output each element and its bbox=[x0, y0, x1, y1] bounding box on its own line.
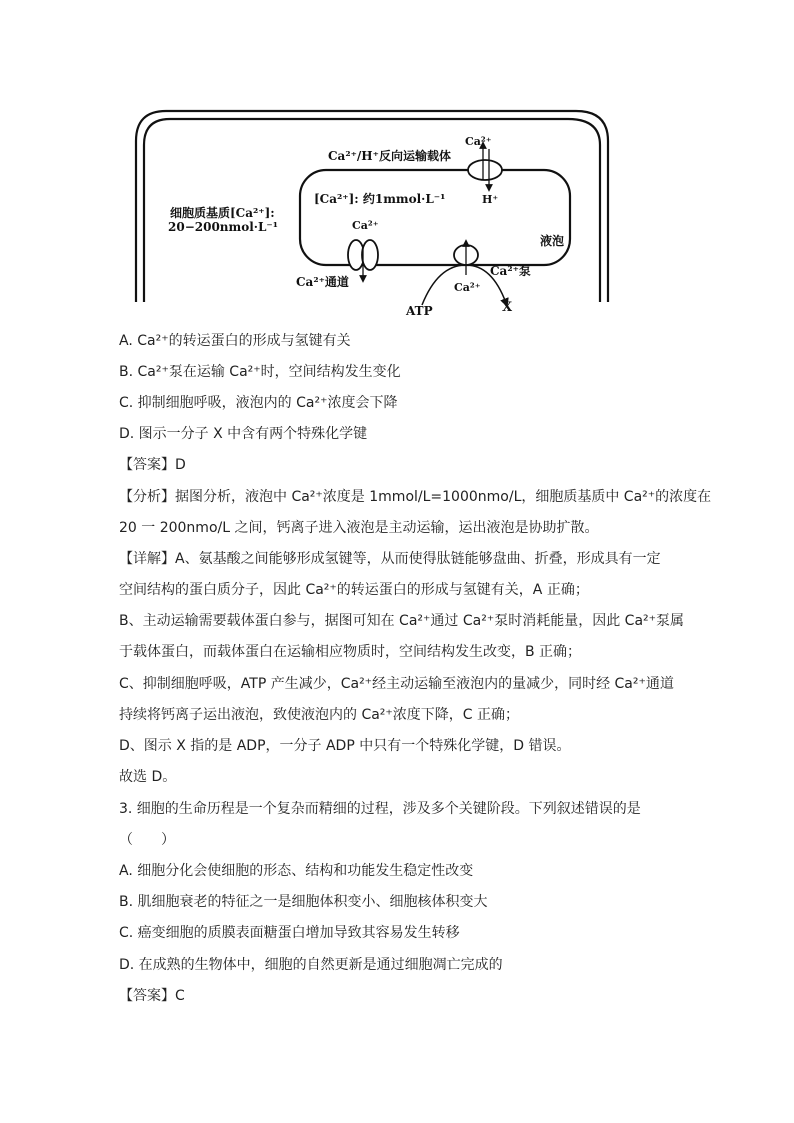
calcium-channel-symbol bbox=[348, 240, 378, 279]
q3-option-a: A. 细胞分化会使细胞的形态、结构和功能发生稳定性改变 bbox=[119, 863, 474, 879]
pump-label: Ca²⁺泵 bbox=[490, 264, 531, 278]
vacuole-outline bbox=[300, 170, 570, 265]
q2-detail-line-7: D、图示 X 指的是 ADP，一分子 ADP 中只有一个特殊化学键，D 错误。 bbox=[119, 738, 571, 754]
q3-stem: 3. 细胞的生命历程是一个复杂而精细的过程，涉及多个关键阶段。下列叙述错误的是 bbox=[119, 801, 641, 817]
vacuole-label: 液泡 bbox=[540, 234, 565, 248]
q3-option-d: D. 在成熟的生物体中，细胞的自然更新是通过细胞凋亡完成的 bbox=[119, 957, 503, 973]
vacuole-concentration: [Ca²⁺]: 约1mmol·L⁻¹ bbox=[314, 192, 446, 206]
q2-answer: 【答案】D bbox=[119, 457, 186, 473]
q2-detail-line-3: B、主动运输需要载体蛋白参与，据图可知在 Ca²⁺通过 Ca²⁺泵时消耗能量，因此 Ca²⁺泵属 bbox=[119, 613, 685, 629]
q3-option-b: B. 肌细胞衰老的特征之一是细胞体积变小、细胞核体积变大 bbox=[119, 894, 488, 910]
q3-option-c: C. 癌变细胞的质膜表面糖蛋白增加导致其容易发生转移 bbox=[119, 925, 460, 941]
atp-label: ATP bbox=[406, 304, 433, 318]
q2-option-d: D. 图示一分子 X 中含有两个特殊化学键 bbox=[119, 426, 368, 442]
q2-detail-line-6: 持续将钙离子运出液泡，致使液泡内的 Ca²⁺浓度下降，C 正确； bbox=[119, 707, 520, 723]
calcium-transport-diagram bbox=[130, 105, 620, 320]
h-plus-label: H⁺ bbox=[482, 193, 499, 206]
pump-ion-label: Ca²⁺ bbox=[454, 281, 481, 294]
q3-stem-bracket: （ ） bbox=[119, 832, 175, 848]
q2-option-a: A. Ca²⁺的转运蛋白的形成与氢键有关 bbox=[119, 333, 351, 349]
q2-detail-line-4: 于载体蛋白，而载体蛋白在运输相应物质时，空间结构发生改变，B 正确； bbox=[119, 644, 582, 660]
q2-conclusion: 故选 D。 bbox=[119, 769, 177, 785]
q2-detail-line-1: 【详解】A、氨基酸之间能够形成氢键等，从而使得肽链能够盘曲、折叠，形成具有一定 bbox=[119, 551, 661, 567]
antiporter-symbol bbox=[468, 145, 502, 188]
carrier-label: Ca²⁺/H⁺反向运输载体 bbox=[328, 149, 451, 163]
x-label: X bbox=[502, 300, 513, 315]
channel-ion-label: Ca²⁺ bbox=[352, 219, 379, 232]
channel-label: Ca²⁺通道 bbox=[296, 275, 349, 289]
q2-analysis-line-2: 20 一 200nmo/L 之间，钙离子进入液泡是主动运输，运出液泡是协助扩散。 bbox=[119, 520, 599, 536]
ca-top-label: Ca²⁺ bbox=[465, 135, 492, 148]
cytoplasm-concentration: 20−200nmol·L⁻¹ bbox=[168, 220, 278, 234]
cytoplasm-label: 细胞质基质[Ca²⁺]: bbox=[170, 206, 275, 220]
q2-option-b: B. Ca²⁺泵在运输 Ca²⁺时，空间结构发生变化 bbox=[119, 364, 401, 380]
q2-analysis-line-1: 【分析】据图分析，液泡中 Ca²⁺浓度是 1mmol/L=1000nmo/L，细胞质基质中 Ca²⁺的浓度在 bbox=[119, 489, 712, 505]
q2-option-c: C. 抑制细胞呼吸，液泡内的 Ca²⁺浓度会下降 bbox=[119, 395, 398, 411]
q2-detail-line-2: 空间结构的蛋白质分子，因此 Ca²⁺的转运蛋白的形成与氢键有关，A 正确； bbox=[119, 582, 589, 598]
q2-detail-line-5: C、抑制细胞呼吸，ATP 产生减少，Ca²⁺经主动运输至液泡内的量减少，同时经 Ca²⁺通道 bbox=[119, 676, 674, 692]
q3-answer: 【答案】C bbox=[119, 988, 185, 1004]
